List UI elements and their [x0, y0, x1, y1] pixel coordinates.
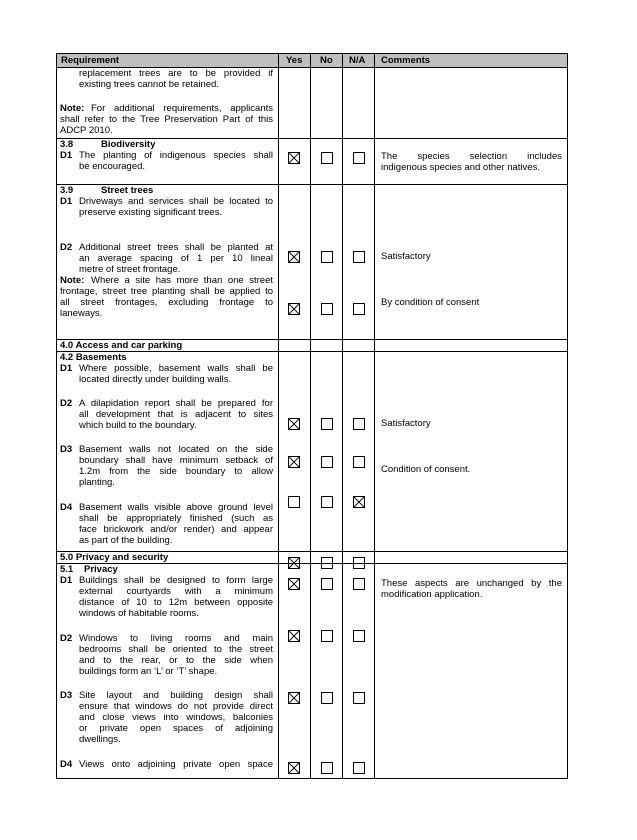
- yes-checkbox[interactable]: [288, 303, 300, 315]
- no-checkbox[interactable]: [321, 251, 333, 263]
- comment-text: Satisfactory: [381, 251, 431, 262]
- na-checkbox[interactable]: [353, 692, 365, 704]
- comment-text: These aspects are unchanged by the: [381, 578, 562, 589]
- compliance-table: [56, 53, 568, 779]
- no-checkbox[interactable]: [321, 456, 333, 468]
- no-checkbox[interactable]: [321, 496, 333, 508]
- yes-checkbox[interactable]: [288, 251, 300, 263]
- na-checkbox[interactable]: [353, 762, 365, 774]
- subsection-title: 4.2 Basements: [60, 352, 127, 363]
- table-row: 5.1 Privacy D1 Buildings shall be designed to form large external courtyards with a minimum distance of 10 to 12m between opposite windows of habitable rooms. D2 Windows to living rooms and main bedrooms shall be oriented to the street and to the rear, or to the side when buildings form an ‘L’ or ‘T’ shape. D3 Site layout and building design shall ensure that windows do not provide direct and close views into windows, balconies or private open spaces of adjoining dwellings. D4 Views onto adjoining private open space These aspects are unchanged by the modification application.: [57, 564, 567, 779]
- table-row: 3.8 Biodiversity D1 The planting of indigenous species shall be encouraged. The species selection includes indigenous species and other natives.: [57, 139, 567, 184]
- na-checkbox[interactable]: [353, 251, 365, 263]
- comment-text: By condition of consent: [381, 297, 480, 308]
- yes-checkbox[interactable]: [288, 630, 300, 642]
- no-checkbox[interactable]: [321, 303, 333, 315]
- comment-text: The species selection includes: [381, 151, 562, 162]
- na-checkbox[interactable]: [353, 578, 365, 590]
- yes-checkbox[interactable]: [288, 418, 300, 430]
- comment-text: Satisfactory: [381, 418, 431, 429]
- table-header: [57, 54, 567, 67]
- na-checkbox[interactable]: [353, 418, 365, 430]
- header-na: N/A: [349, 55, 366, 66]
- na-checkbox[interactable]: [353, 152, 365, 164]
- section-title: Biodiversity: [101, 139, 156, 150]
- header-comments: Comments: [381, 55, 431, 66]
- yes-checkbox[interactable]: [288, 762, 300, 774]
- header-requirement: Requirement: [61, 55, 120, 66]
- no-checkbox[interactable]: [321, 578, 333, 590]
- na-checkbox[interactable]: [353, 630, 365, 642]
- na-checkbox[interactable]: [353, 496, 365, 508]
- subsection-title: Privacy: [84, 564, 118, 575]
- section-title: Street trees: [101, 185, 154, 196]
- na-checkbox[interactable]: [353, 456, 365, 468]
- yes-checkbox[interactable]: [288, 692, 300, 704]
- no-checkbox[interactable]: [321, 418, 333, 430]
- comment-text: Condition of consent.: [381, 464, 471, 475]
- yes-checkbox[interactable]: [288, 578, 300, 590]
- yes-checkbox[interactable]: [288, 496, 300, 508]
- no-checkbox[interactable]: [321, 762, 333, 774]
- table-row: 3.9 Street trees D1 Driveways and services shall be located to preserve existing significant trees. D2 Additional street trees shall be planted at an average spacing of 1 per 10 lineal metre of street frontage. Note: Where a site has more than one street frontage, street tree planting shall be applied to all street frontages, excluding frontage to laneways. Satisfactory By condition of consent: [57, 185, 567, 340]
- no-checkbox[interactable]: [321, 692, 333, 704]
- no-checkbox[interactable]: [321, 630, 333, 642]
- header-no: No: [320, 55, 333, 66]
- section-title: 5.0 Privacy and security: [60, 552, 169, 563]
- table-row: 4.2 Basements D1 Where possible, basement walls shall be located directly under building walls. D2 A dilapidation report shall be prepared for all development that is adjacent to sites which build to the boundary. D3 Basement walls not located on the side boundary shall have minimum setback of 1.2m from the side boundary to allow planting. D4 Basement walls visible above ground level shall be appropriately finished (such as face brickwork and/or render) and appear as part of the building. Satisfactory Condition of consent.: [57, 352, 567, 551]
- no-checkbox[interactable]: [321, 152, 333, 164]
- na-checkbox[interactable]: [353, 303, 365, 315]
- yes-checkbox[interactable]: [288, 152, 300, 164]
- header-yes: Yes: [286, 55, 303, 66]
- table-row: replacement trees are to be provided if existing trees cannot be retained. Note: For additional requirements, applicants shall refer to the Tree Preservation Part of this ADCP 2010.: [57, 68, 567, 139]
- yes-checkbox[interactable]: [288, 456, 300, 468]
- section-title: 4.0 Access and car parking: [60, 340, 183, 351]
